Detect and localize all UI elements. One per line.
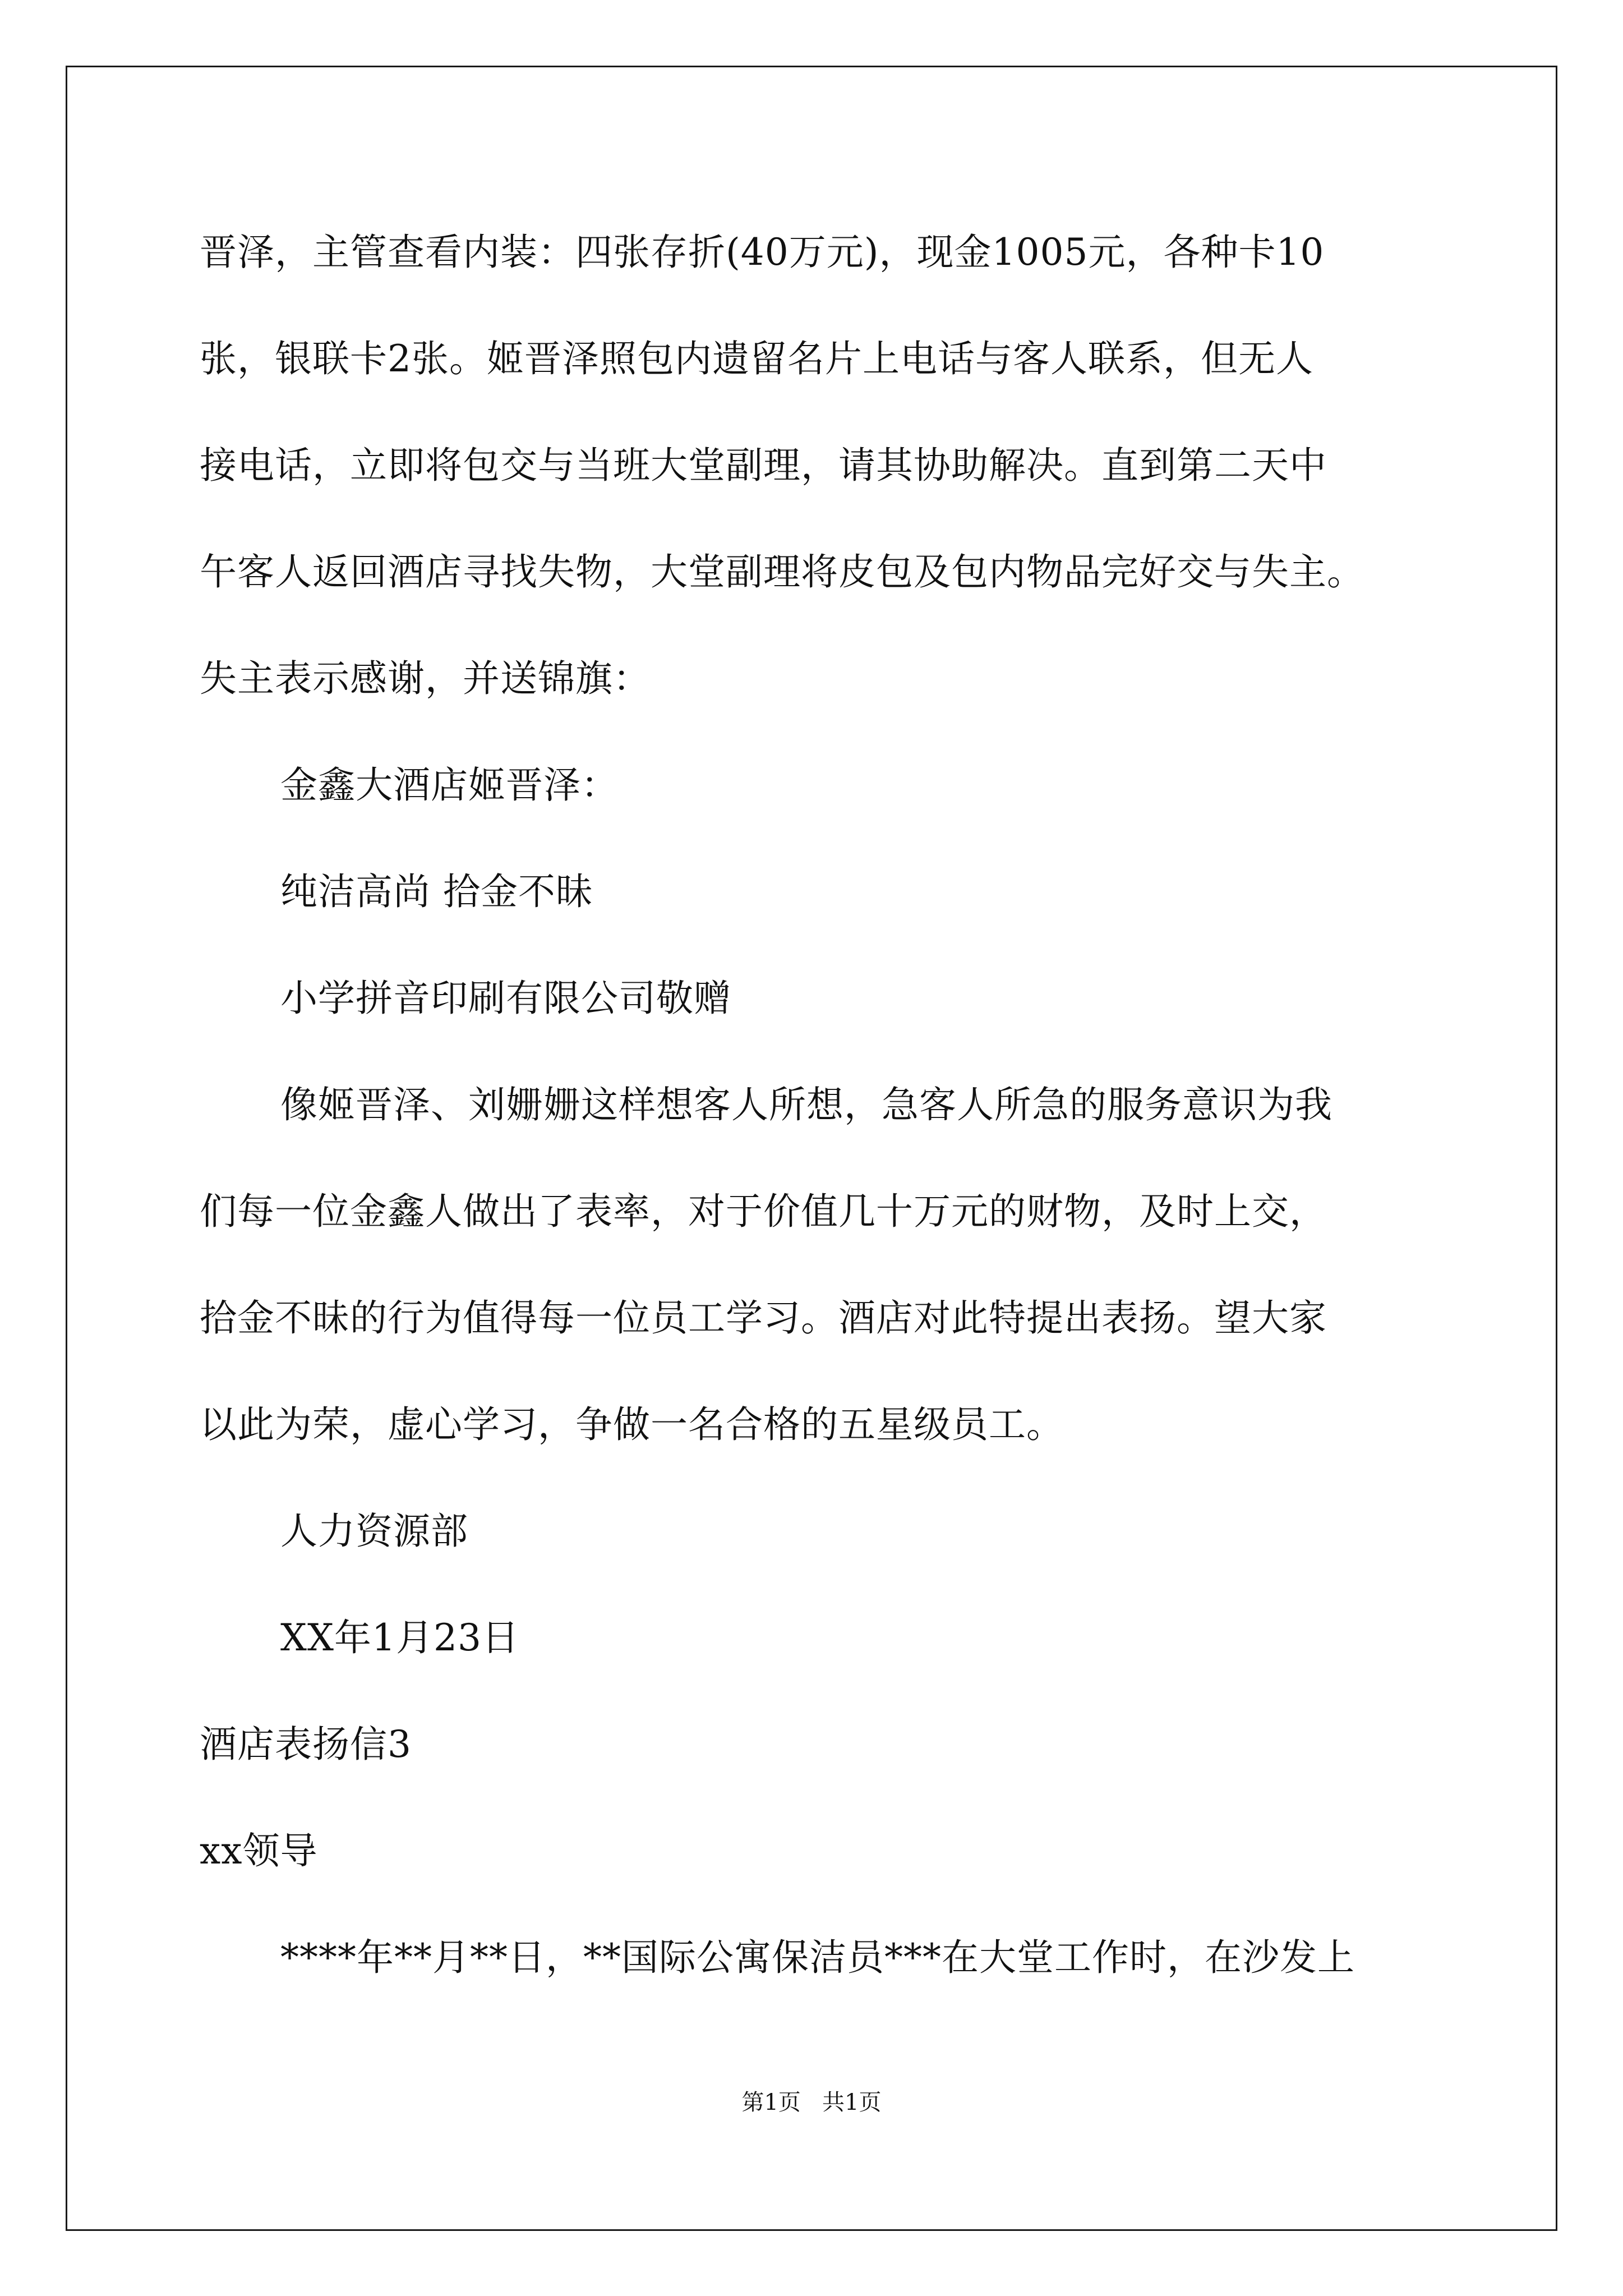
body-line-2: 张，银联卡2张。姬晋泽照包内遗留名片上电话与客人联系，但无人	[200, 337, 1313, 380]
body-line-10: 们每一位金鑫人做出了表率，对于价值几十万元的财物，及时上交，	[200, 1190, 1327, 1233]
banner-slogan: 纯洁高尚 拾金不昧	[280, 870, 593, 913]
signature-date: XX年1月23日	[280, 1616, 519, 1659]
banner-donor: 小学拼音印刷有限公司敬赠	[280, 977, 731, 1020]
body-line-4: 午客人返回酒店寻找失物，大堂副理将皮包及包内物品完好交与失主。	[200, 550, 1364, 593]
body-line-12: 以此为荣，虚心学习，争做一名合格的五星级员工。	[200, 1403, 1064, 1446]
body-line-3: 接电话，立即将包交与当班大堂副理，请其协助解决。直到第二天中	[200, 444, 1327, 487]
signature-department: 人力资源部	[280, 1510, 468, 1553]
body-line-11: 拾金不昧的行为值得每一位员工学习。酒店对此特提出表扬。望大家	[200, 1296, 1327, 1340]
body-line-5: 失主表示感谢，并送锦旗：	[200, 657, 651, 700]
salutation: xx领导	[200, 1829, 318, 1872]
body-line-17: ****年**月**日，**国际公寓保洁员***在大堂工作时，在沙发上	[280, 1936, 1355, 1979]
page-footer: 第1页 共1页	[741, 2090, 882, 2115]
banner-recipient: 金鑫大酒店姬晋泽：	[280, 763, 619, 807]
body-line-1: 晋泽，主管查看内装：四张存折(40万元)，现金1005元，各种卡10	[200, 231, 1325, 274]
page-border	[66, 66, 1557, 2231]
section-heading: 酒店表扬信3	[200, 1723, 412, 1766]
body-line-9: 像姬晋泽、刘姗姗这样想客人所想，急客人所急的服务意识为我	[280, 1083, 1332, 1126]
